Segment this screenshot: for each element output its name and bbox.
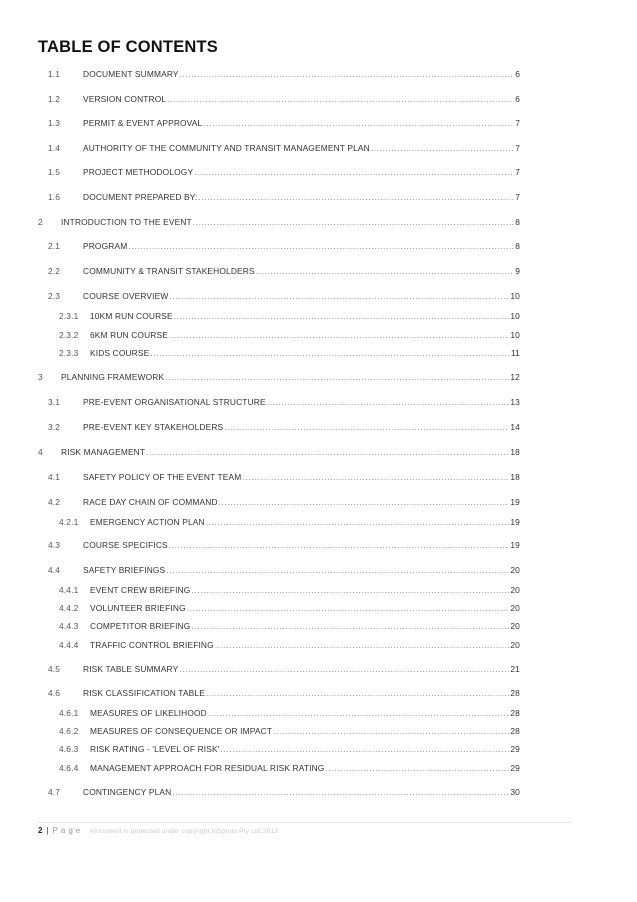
footer-separator: | [46, 826, 49, 835]
page-footer [38, 826, 278, 835]
toc-entry-title: COURSE SPECIFICS [83, 540, 168, 550]
toc-entry-title: INTRODUCTION TO THE EVENT [61, 217, 192, 227]
toc-entry-title: TRAFFIC CONTROL BRIEFING [90, 640, 214, 650]
toc-entry-page: 10 [510, 291, 520, 301]
toc-entry-number: 4.6.1 [59, 708, 79, 718]
page-number: 2 [38, 826, 43, 835]
toc-entry-number: 1.4 [48, 143, 61, 153]
toc-dot-leader [224, 422, 509, 432]
toc-entry-page: 19 [510, 497, 520, 507]
toc-dot-leader [242, 472, 509, 482]
toc-entry-title: PLANNING FRAMEWORK [61, 372, 165, 382]
toc-dot-leader [180, 69, 515, 79]
toc-entry[interactable] [59, 603, 520, 615]
toc-entry-number: 2.3.3 [59, 348, 79, 358]
toc-entry-number: 1.1 [48, 69, 61, 79]
toc-entry-page: 19 [510, 540, 520, 550]
toc-entry-number: 2.3 [48, 291, 61, 301]
toc-entry-page: 19 [510, 517, 520, 527]
toc-dot-leader [194, 167, 514, 177]
toc-entry-title: COURSE OVERVIEW [83, 291, 169, 301]
toc-entry[interactable] [48, 664, 520, 676]
toc-entry-title: RACE DAY CHAIN OF COMMAND [83, 497, 218, 507]
toc-entry-page: 11 [511, 348, 520, 358]
toc-entry-title: KIDS COURSE [90, 348, 150, 358]
toc-entry-title: PRE-EVENT ORGANISATIONAL STRUCTURE [83, 397, 266, 407]
toc-entry-page: 18 [510, 472, 520, 482]
toc-entry-page: 12 [510, 372, 520, 382]
toc-entry-title: 6KM RUN COURSE [90, 330, 168, 340]
toc-entry-number: 2.1 [48, 241, 61, 251]
toc-entry-number: 1.6 [48, 192, 61, 202]
toc-entry-title: 10KM RUN COURSE [90, 311, 173, 321]
toc-dot-leader [169, 291, 509, 301]
toc-entry-title: RISK TABLE SUMMARY [83, 664, 179, 674]
toc-entry[interactable] [48, 143, 520, 155]
toc-dot-leader [206, 517, 510, 527]
toc-entry[interactable] [48, 241, 520, 253]
toc-entry-number: 4.6.4 [59, 763, 79, 773]
toc-entry-number: 4.6.3 [59, 744, 79, 754]
toc-entry[interactable] [48, 397, 520, 409]
toc-entry-page: 13 [510, 397, 520, 407]
toc-entry-title: VOLUNTEER BRIEFING [90, 603, 186, 613]
toc-entry[interactable] [59, 348, 520, 360]
toc-entry-page: 20 [510, 585, 520, 595]
toc-entry-title: DOCUMENT PREPARED BY: [83, 192, 198, 202]
toc-entry-number: 1.2 [48, 94, 61, 104]
toc-dot-leader [206, 688, 509, 698]
toc-entry[interactable] [48, 167, 520, 179]
toc-entry-page: 18 [510, 447, 520, 457]
toc-entry-number: 4.1 [48, 472, 61, 482]
toc-dot-leader [169, 540, 510, 550]
toc-entry[interactable] [48, 192, 520, 204]
toc-entry[interactable] [48, 787, 520, 799]
toc-entry[interactable] [59, 585, 520, 597]
toc-entry-number: 4.6.2 [59, 726, 79, 736]
toc-entry[interactable] [59, 640, 520, 652]
toc-entry-title: RISK CLASSIFICATION TABLE [83, 688, 205, 698]
toc-entry-title: VERSION CONTROL [83, 94, 167, 104]
toc-entry[interactable] [59, 708, 520, 720]
toc-entry-page: 7 [515, 143, 520, 153]
toc-entry-page: 10 [510, 311, 520, 321]
toc-entry-number: 4.6 [48, 688, 61, 698]
toc-dot-leader [172, 787, 509, 797]
toc-entry-page: 20 [510, 565, 520, 575]
toc-entry[interactable] [48, 266, 520, 278]
toc-entry-title: PROGRAM [83, 241, 128, 251]
toc-entry-page: 8 [515, 241, 520, 251]
toc-entry-page: 30 [510, 787, 520, 797]
toc-entry-page: 20 [510, 640, 520, 650]
toc-dot-leader [166, 565, 509, 575]
toc-entry-page: 6 [515, 94, 520, 104]
toc-dot-leader [193, 217, 514, 227]
toc-entry-page: 29 [510, 744, 520, 754]
toc-dot-leader [220, 744, 509, 754]
toc-entry-title: PROJECT METHODOLOGY [83, 167, 194, 177]
toc-entry-title: MEASURES OF LIKELIHOOD [90, 708, 207, 718]
toc-entry-number: 4.5 [48, 664, 61, 674]
toc-entry-title: DOCUMENT SUMMARY [83, 69, 179, 79]
toc-entry[interactable] [48, 69, 520, 81]
toc-entry-page: 14 [510, 422, 520, 432]
toc-dot-leader [219, 497, 510, 507]
toc-entry-number: 4.4 [48, 565, 61, 575]
toc-dot-leader [146, 447, 509, 457]
toc-entry-page: 7 [515, 192, 520, 202]
toc-entry-number: 4.7 [48, 787, 61, 797]
toc-entry-number: 2.3.2 [59, 330, 79, 340]
toc-entry-page: 10 [510, 330, 520, 340]
toc-entry-title: EMERGENCY ACTION PLAN [90, 517, 205, 527]
toc-entry-page: 29 [510, 763, 520, 773]
toc-entry[interactable] [38, 217, 520, 229]
toc-entry-number: 2 [38, 217, 43, 227]
toc-dot-leader [371, 143, 514, 153]
toc-entry-number: 3.2 [48, 422, 61, 432]
toc-entry-title: CONTINGENCY PLAN [83, 787, 172, 797]
toc-entry[interactable] [48, 688, 520, 700]
toc-entry[interactable] [59, 744, 520, 756]
toc-dot-leader [167, 94, 514, 104]
toc-entry-number: 2.2 [48, 266, 61, 276]
toc-entry-number: 3.1 [48, 397, 61, 407]
toc-dot-leader [187, 603, 510, 613]
toc-dot-leader [150, 348, 510, 358]
toc-entry-page: 20 [510, 603, 520, 613]
toc-dot-leader [169, 330, 509, 340]
toc-dot-leader [215, 640, 510, 650]
toc-dot-leader [191, 585, 509, 595]
toc-entry-title: PERMIT & EVENT APPROVAL [83, 118, 203, 128]
page-word: Page [52, 826, 84, 835]
toc-dot-leader [191, 621, 509, 631]
toc-entry-page: 9 [515, 266, 520, 276]
toc-dot-leader [128, 241, 514, 251]
toc-entry-number: 1.5 [48, 167, 61, 177]
toc-dot-leader [256, 266, 514, 276]
toc-entry-title: PRE-EVENT KEY STAKEHOLDERS [83, 422, 224, 432]
toc-dot-leader [208, 708, 510, 718]
toc-entry-number: 4 [38, 447, 43, 457]
toc-entry-page: 21 [510, 664, 520, 674]
toc-entry[interactable] [59, 517, 520, 529]
toc-entry-title: MEASURES OF CONSEQUENCE OR IMPACT [90, 726, 273, 736]
toc-dot-leader [179, 664, 509, 674]
toc-entry[interactable] [48, 422, 520, 434]
toc-entry-number: 4.4.4 [59, 640, 79, 650]
toc-entry[interactable] [59, 726, 520, 738]
toc-entry-page: 7 [515, 167, 520, 177]
toc-entry-page: 20 [510, 621, 520, 631]
toc-entry[interactable] [38, 372, 520, 384]
toc-dot-leader [199, 192, 515, 202]
toc-entry-title: EVENT CREW BRIEFING [90, 585, 191, 595]
toc-entry-number: 4.4.2 [59, 603, 79, 613]
toc-dot-leader [165, 372, 509, 382]
toc-entry-page: 6 [515, 69, 520, 79]
toc-entry[interactable] [59, 763, 520, 775]
toc-title: TABLE OF CONTENTS [38, 38, 219, 56]
copyright-notice: All content is protected under copyright ItiSports Pty Ltd 2013 [89, 828, 279, 835]
toc-entry-title: COMPETITOR BRIEFING [90, 621, 191, 631]
toc-entry-number: 4.4.3 [59, 621, 79, 631]
toc-entry-page: 28 [510, 726, 520, 736]
toc-entry-number: 4.2.1 [59, 517, 79, 527]
toc-entry-number: 3 [38, 372, 43, 382]
toc-entry-page: 28 [510, 708, 520, 718]
toc-entry-page: 28 [510, 688, 520, 698]
toc-entry[interactable] [48, 497, 520, 509]
toc-entry-title: RISK RATING - 'LEVEL OF RISK' [90, 744, 220, 754]
toc-entry[interactable] [59, 621, 520, 633]
toc-dot-leader [273, 726, 509, 736]
toc-entry-title: SAFETY BRIEFINGS [83, 565, 166, 575]
toc-entry-page: 7 [515, 118, 520, 128]
toc-entry[interactable] [48, 540, 520, 552]
toc-entry-title: RISK MANAGEMENT [61, 447, 146, 457]
toc-dot-leader [267, 397, 510, 407]
toc-entry-title: MANAGEMENT APPROACH FOR RESIDUAL RISK RATING [90, 763, 325, 773]
footer-divider [38, 822, 572, 823]
toc-entry-title: SAFETY POLICY OF THE EVENT TEAM [83, 472, 242, 482]
toc-dot-leader [174, 311, 510, 321]
toc-entry[interactable] [59, 330, 520, 342]
toc-entry[interactable] [48, 118, 520, 130]
toc-dot-leader [203, 118, 514, 128]
toc-entry[interactable] [48, 472, 520, 484]
toc-entry[interactable] [48, 291, 520, 303]
toc-entry-title: COMMUNITY & TRANSIT STAKEHOLDERS [83, 266, 255, 276]
toc-entry-number: 4.4.1 [59, 585, 79, 595]
toc-entry-number: 4.2 [48, 497, 61, 507]
toc-entry[interactable] [38, 447, 520, 459]
toc-entry[interactable] [48, 565, 520, 577]
toc-entry-title: AUTHORITY OF THE COMMUNITY AND TRANSIT MANAGEMENT PLAN [83, 143, 370, 153]
toc-entry-number: 4.3 [48, 540, 61, 550]
toc-dot-leader [325, 763, 509, 773]
toc-entry-number: 2.3.1 [59, 311, 79, 321]
toc-entry-number: 1.3 [48, 118, 61, 128]
toc-entry-page: 8 [515, 217, 520, 227]
toc-entry[interactable] [48, 94, 520, 106]
toc-entry[interactable] [59, 311, 520, 323]
